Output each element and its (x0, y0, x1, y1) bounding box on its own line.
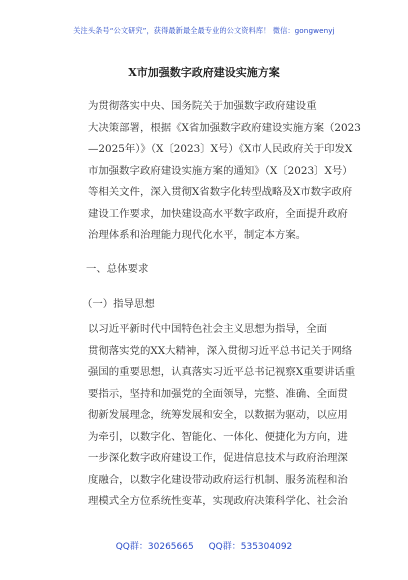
text-line: 大决策部署，根据《X省加强数字政府建设实施方案（2023 (88, 121, 361, 134)
qq-group-1: QQ群：30265665 (115, 542, 194, 552)
intro-paragraph (88, 96, 361, 247)
text-line: 彻新发展理念，统筹发展和安全，以数据为驱动，以应用 (88, 409, 348, 421)
text-line: 建设工作要求，加快建设高水平数字政府，全面提升政府 (88, 207, 348, 220)
text-line: 为牵引，以数字化、智能化、一体化、便捷化为方向，进 (88, 430, 348, 443)
text-line: 一步深化数字政府建设工作，促进信息技术与政府治理深 (88, 452, 348, 464)
text-line: 强国的重要思想，认真落实习近平总书记视察X重要讲话重 (88, 366, 356, 378)
section-heading: 一、总体要求 (86, 263, 149, 275)
text-line: 贯彻落实党的XX大精神，深入贯彻习近平总书记关于网络 (88, 344, 353, 357)
text-line: —2025年）》（X〔2023〕X号）《X市人民政府关于印发X (88, 143, 353, 155)
header-banner: 关注头条号“公文研究”，获得最新最全最专业的公文资料库！ 微信：gongwenyj (73, 26, 335, 35)
text-line: 度融合，以数字化建设带动政府运行机制、服务流程和治 (88, 473, 348, 486)
subsection-heading: （一）指导思想 (82, 298, 155, 310)
text-line: 治理体系和治理能力现代化水平，制定本方案。 (88, 229, 307, 241)
text-line: 以习近平新时代中国特色社会主义思想为指导，全面 (88, 323, 327, 335)
text-line: 等相关文件，深入贯彻X省数字化转型战略及X市数字政府 (88, 186, 353, 198)
footer-contact (0, 539, 408, 552)
text-line: 理模式全方位系统性变革，实现政府决策科学化、社会治 (88, 495, 348, 507)
guiding-ideology-paragraph (88, 319, 356, 513)
text-line: 市加强数字政府建设实施方案的通知》（X〔2023〕X号） (88, 164, 353, 177)
text-line: 为贯彻落实中央、国务院关于加强数字政府建设重 (88, 100, 317, 112)
qq-group-2: QQ群：535304092 (208, 542, 293, 552)
text-line: 要指示，坚持和加强党的全面领导，完整、准确、全面贯 (88, 387, 348, 400)
document-title: X市加强数字政府建设实施方案 (128, 66, 280, 79)
